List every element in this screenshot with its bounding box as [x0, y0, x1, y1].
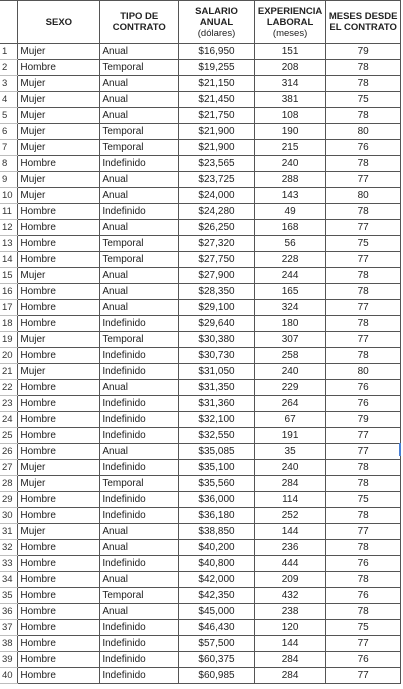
cell-meses[interactable]: 77: [326, 300, 401, 316]
cell-meses[interactable]: 76: [326, 140, 401, 156]
cell-meses[interactable]: 76: [326, 380, 401, 396]
column-header-experiencia-unit: (meses): [272, 27, 308, 39]
table-row: [0, 524, 401, 540]
table-row: [0, 572, 401, 588]
cell-sexo[interactable]: Hombre: [18, 236, 100, 252]
cell-experiencia[interactable]: 444: [254, 556, 325, 572]
cell-meses[interactable]: 78: [326, 348, 401, 364]
table-row: [0, 412, 401, 428]
row-number[interactable]: 22: [0, 380, 18, 396]
column-header-meses-contrato[interactable]: [326, 1, 401, 44]
cell-experiencia[interactable]: 288: [254, 172, 325, 188]
cell-meses[interactable]: 77: [326, 172, 401, 188]
cell-meses[interactable]: 78: [326, 476, 401, 492]
table-row: [0, 348, 401, 364]
row-number[interactable]: 26: [0, 444, 18, 460]
row-number[interactable]: 35: [0, 588, 18, 604]
cell-meses[interactable]: 77: [326, 220, 401, 236]
cell-tipo-contrato[interactable]: Indefinido: [100, 508, 179, 524]
table-row: [0, 604, 401, 620]
row-number[interactable]: 11: [0, 204, 18, 220]
cell-experiencia[interactable]: 208: [254, 60, 325, 76]
cell-sexo[interactable]: Mujer: [18, 268, 100, 284]
row-number[interactable]: 3: [0, 76, 18, 92]
table-row: [0, 380, 401, 396]
row-number[interactable]: 29: [0, 492, 18, 508]
cell-meses[interactable]: 78: [326, 540, 401, 556]
cell-salario[interactable]: $21,450: [179, 92, 255, 108]
cell-meses[interactable]: 76: [326, 588, 401, 604]
row-number[interactable]: 15: [0, 268, 18, 284]
cell-sexo[interactable]: Mujer: [18, 140, 100, 156]
table-row: [0, 428, 401, 444]
cell-tipo-contrato[interactable]: Indefinido: [100, 364, 179, 380]
cell-experiencia[interactable]: 228: [254, 252, 325, 268]
cell-tipo-contrato[interactable]: Indefinido: [100, 396, 179, 412]
cell-sexo[interactable]: Hombre: [18, 252, 100, 268]
cell-salario[interactable]: $27,750: [179, 252, 255, 268]
cell-salario[interactable]: $40,200: [179, 540, 255, 556]
column-header-salario-anual[interactable]: [179, 1, 255, 44]
cell-tipo-contrato[interactable]: Temporal: [100, 588, 179, 604]
row-number[interactable]: 32: [0, 540, 18, 556]
cell-meses[interactable]: 77: [326, 252, 401, 268]
cell-experiencia[interactable]: 264: [254, 396, 325, 412]
cell-salario[interactable]: $32,100: [179, 412, 255, 428]
row-number[interactable]: 10: [0, 188, 18, 204]
table-row: [0, 172, 401, 188]
table-row: [0, 124, 401, 140]
cell-sexo[interactable]: Mujer: [18, 460, 100, 476]
cell-meses[interactable]: 75: [326, 92, 401, 108]
cell-tipo-contrato[interactable]: Indefinido: [100, 428, 179, 444]
cell-tipo-contrato[interactable]: Anual: [100, 220, 179, 236]
cell-salario[interactable]: $31,360: [179, 396, 255, 412]
cell-experiencia[interactable]: 151: [254, 44, 325, 60]
cell-sexo[interactable]: Hombre: [18, 396, 100, 412]
cell-experiencia[interactable]: 191: [254, 428, 325, 444]
cell-salario[interactable]: $36,000: [179, 492, 255, 508]
cell-sexo[interactable]: Hombre: [18, 300, 100, 316]
cell-tipo-contrato[interactable]: Anual: [100, 284, 179, 300]
cell-salario[interactable]: $28,350: [179, 284, 255, 300]
cell-sexo[interactable]: Hombre: [18, 204, 100, 220]
row-number[interactable]: 20: [0, 348, 18, 364]
cell-sexo[interactable]: Hombre: [18, 428, 100, 444]
cell-salario[interactable]: $38,850: [179, 524, 255, 540]
cell-sexo[interactable]: Hombre: [18, 380, 100, 396]
cell-experiencia[interactable]: 168: [254, 220, 325, 236]
table-row: [0, 332, 401, 348]
table-row: [0, 76, 401, 92]
row-number[interactable]: 13: [0, 236, 18, 252]
cell-salario[interactable]: $23,725: [179, 172, 255, 188]
row-number[interactable]: 8: [0, 156, 18, 172]
cell-experiencia[interactable]: 307: [254, 332, 325, 348]
table-row: [0, 396, 401, 412]
cell-experiencia[interactable]: 180: [254, 316, 325, 332]
table-row: [0, 236, 401, 252]
cell-sexo[interactable]: Hombre: [18, 540, 100, 556]
cell-meses[interactable]: 75: [326, 492, 401, 508]
cell-salario[interactable]: $23,565: [179, 156, 255, 172]
table-row: [0, 508, 401, 524]
cell-experiencia[interactable]: 108: [254, 108, 325, 124]
table-row: [0, 252, 401, 268]
cell-tipo-contrato[interactable]: Anual: [100, 92, 179, 108]
cell-experiencia[interactable]: 244: [254, 268, 325, 284]
cell-experiencia[interactable]: 67: [254, 412, 325, 428]
row-number[interactable]: 38: [0, 636, 18, 652]
cell-tipo-contrato[interactable]: Temporal: [100, 124, 179, 140]
cell-tipo-contrato[interactable]: Temporal: [100, 60, 179, 76]
cell-sexo[interactable]: Mujer: [18, 524, 100, 540]
cell-tipo-contrato[interactable]: Anual: [100, 268, 179, 284]
table-row: [0, 300, 401, 316]
cell-sexo[interactable]: Mujer: [18, 124, 100, 140]
cell-meses[interactable]: 78: [326, 268, 401, 284]
table-row: [0, 284, 401, 300]
cell-salario[interactable]: $32,550: [179, 428, 255, 444]
row-number[interactable]: 6: [0, 124, 18, 140]
table-row: [0, 460, 401, 476]
cell-experiencia[interactable]: 284: [254, 668, 325, 684]
cell-sexo[interactable]: Hombre: [18, 668, 100, 684]
table-row: [0, 204, 401, 220]
cell-salario[interactable]: $60,985: [179, 668, 255, 684]
cell-sexo[interactable]: Hombre: [18, 220, 100, 236]
column-header-meses-label: MESES DESDE EL CONTRATO: [328, 11, 398, 33]
cell-meses[interactable]: 77: [326, 332, 401, 348]
cell-salario[interactable]: $40,800: [179, 556, 255, 572]
cell-meses[interactable]: 80: [326, 124, 401, 140]
cell-salario[interactable]: $42,000: [179, 572, 255, 588]
cell-experiencia[interactable]: 120: [254, 620, 325, 636]
row-number[interactable]: 25: [0, 428, 18, 444]
row-number[interactable]: 24: [0, 412, 18, 428]
cell-tipo-contrato[interactable]: Indefinido: [100, 316, 179, 332]
cell-salario[interactable]: $35,560: [179, 476, 255, 492]
table-row: [0, 652, 401, 668]
cell-salario[interactable]: $21,150: [179, 76, 255, 92]
cell-meses[interactable]: 77: [326, 444, 401, 460]
cell-tipo-contrato[interactable]: Indefinido: [100, 348, 179, 364]
cell-sexo[interactable]: Hombre: [18, 604, 100, 620]
cell-sexo[interactable]: Hombre: [18, 620, 100, 636]
table-row: [0, 268, 401, 284]
cell-salario[interactable]: $30,730: [179, 348, 255, 364]
cell-sexo[interactable]: Hombre: [18, 588, 100, 604]
cell-salario[interactable]: $24,000: [179, 188, 255, 204]
cell-meses[interactable]: 76: [326, 556, 401, 572]
row-number[interactable]: 33: [0, 556, 18, 572]
row-number[interactable]: 40: [0, 668, 18, 684]
cell-experiencia[interactable]: 314: [254, 76, 325, 92]
cell-salario[interactable]: $21,750: [179, 108, 255, 124]
cell-tipo-contrato[interactable]: Temporal: [100, 236, 179, 252]
cell-meses[interactable]: 77: [326, 428, 401, 444]
cell-meses[interactable]: 77: [326, 524, 401, 540]
row-number[interactable]: 17: [0, 300, 18, 316]
cell-meses[interactable]: 80: [326, 188, 401, 204]
cell-sexo[interactable]: Hombre: [18, 508, 100, 524]
cell-experiencia[interactable]: 240: [254, 156, 325, 172]
row-number[interactable]: 9: [0, 172, 18, 188]
cell-salario[interactable]: $45,000: [179, 604, 255, 620]
cell-tipo-contrato[interactable]: Anual: [100, 76, 179, 92]
row-number-header[interactable]: [0, 1, 18, 44]
cell-salario[interactable]: $27,900: [179, 268, 255, 284]
cell-experiencia[interactable]: 432: [254, 588, 325, 604]
column-header-sexo-label: SEXO: [45, 16, 73, 28]
cell-experiencia[interactable]: 240: [254, 460, 325, 476]
row-number[interactable]: 14: [0, 252, 18, 268]
cell-sexo[interactable]: Hombre: [18, 556, 100, 572]
cell-experiencia[interactable]: 240: [254, 364, 325, 380]
cell-experiencia[interactable]: 49: [254, 204, 325, 220]
cell-sexo[interactable]: Mujer: [18, 188, 100, 204]
cell-sexo[interactable]: Hombre: [18, 492, 100, 508]
row-number[interactable]: 34: [0, 572, 18, 588]
cell-meses[interactable]: 77: [326, 668, 401, 684]
cell-salario[interactable]: $21,900: [179, 124, 255, 140]
row-number[interactable]: 5: [0, 108, 18, 124]
cell-meses[interactable]: 76: [326, 396, 401, 412]
cell-salario[interactable]: $31,350: [179, 380, 255, 396]
cell-tipo-contrato[interactable]: Temporal: [100, 332, 179, 348]
cell-meses[interactable]: 80: [326, 364, 401, 380]
row-number[interactable]: 2: [0, 60, 18, 76]
cell-sexo[interactable]: Hombre: [18, 156, 100, 172]
table-body: [0, 44, 401, 684]
table-row: [0, 476, 401, 492]
cell-salario[interactable]: $36,180: [179, 508, 255, 524]
cell-tipo-contrato[interactable]: Anual: [100, 572, 179, 588]
cell-tipo-contrato[interactable]: Anual: [100, 44, 179, 60]
cell-sexo[interactable]: Mujer: [18, 76, 100, 92]
cell-meses[interactable]: 78: [326, 460, 401, 476]
cell-meses[interactable]: 77: [326, 636, 401, 652]
table-row: [0, 588, 401, 604]
cell-sexo[interactable]: Hombre: [18, 652, 100, 668]
cell-salario[interactable]: $35,100: [179, 460, 255, 476]
cell-experiencia[interactable]: 114: [254, 492, 325, 508]
cell-experiencia[interactable]: 284: [254, 476, 325, 492]
cell-salario[interactable]: $30,380: [179, 332, 255, 348]
cell-meses[interactable]: 78: [326, 508, 401, 524]
cell-tipo-contrato[interactable]: Anual: [100, 604, 179, 620]
cell-tipo-contrato[interactable]: Temporal: [100, 476, 179, 492]
cell-experiencia[interactable]: 144: [254, 524, 325, 540]
table-row: [0, 492, 401, 508]
cell-meses[interactable]: 78: [326, 316, 401, 332]
row-number[interactable]: 31: [0, 524, 18, 540]
row-number[interactable]: 30: [0, 508, 18, 524]
cell-experiencia[interactable]: 209: [254, 572, 325, 588]
column-header-experiencia-laboral[interactable]: [254, 1, 325, 44]
cell-experiencia[interactable]: 236: [254, 540, 325, 556]
cell-sexo[interactable]: Hombre: [18, 572, 100, 588]
table-row: [0, 444, 401, 460]
table-row: [0, 60, 401, 76]
cell-experiencia[interactable]: 190: [254, 124, 325, 140]
cell-experiencia[interactable]: 143: [254, 188, 325, 204]
cell-tipo-contrato[interactable]: Indefinido: [100, 636, 179, 652]
column-header-sexo[interactable]: [18, 1, 100, 44]
cell-tipo-contrato[interactable]: Temporal: [100, 252, 179, 268]
table-row: [0, 156, 401, 172]
row-number[interactable]: 1: [0, 44, 18, 60]
table-row: [0, 220, 401, 236]
cell-tipo-contrato[interactable]: Anual: [100, 524, 179, 540]
row-number[interactable]: 37: [0, 620, 18, 636]
cell-experiencia[interactable]: 381: [254, 92, 325, 108]
cell-meses[interactable]: 78: [326, 108, 401, 124]
cell-experiencia[interactable]: 229: [254, 380, 325, 396]
cell-tipo-contrato[interactable]: Anual: [100, 188, 179, 204]
cell-salario[interactable]: $29,640: [179, 316, 255, 332]
cell-salario[interactable]: $26,250: [179, 220, 255, 236]
row-number[interactable]: 21: [0, 364, 18, 380]
table-row: [0, 140, 401, 156]
cell-experiencia[interactable]: 258: [254, 348, 325, 364]
table-row: [0, 188, 401, 204]
cell-sexo[interactable]: Hombre: [18, 348, 100, 364]
cell-salario[interactable]: $31,050: [179, 364, 255, 380]
cell-meses[interactable]: 78: [326, 604, 401, 620]
cell-salario[interactable]: $35,085: [179, 444, 255, 460]
cell-meses[interactable]: 78: [326, 284, 401, 300]
cell-tipo-contrato[interactable]: Anual: [100, 108, 179, 124]
cell-experiencia[interactable]: 56: [254, 236, 325, 252]
row-number[interactable]: 12: [0, 220, 18, 236]
cell-salario[interactable]: $46,430: [179, 620, 255, 636]
cell-tipo-contrato[interactable]: Anual: [100, 300, 179, 316]
column-header-tipo-label: TIPO DE CONTRATO: [112, 11, 166, 33]
cell-tipo-contrato[interactable]: Anual: [100, 172, 179, 188]
cell-salario[interactable]: $29,100: [179, 300, 255, 316]
cell-tipo-contrato[interactable]: Indefinido: [100, 156, 179, 172]
table-row: [0, 668, 401, 684]
row-number[interactable]: 28: [0, 476, 18, 492]
cell-experiencia[interactable]: 284: [254, 652, 325, 668]
table-row: [0, 316, 401, 332]
table-row: [0, 540, 401, 556]
row-number[interactable]: 23: [0, 396, 18, 412]
column-header-experiencia-label: EXPERIENCIA LABORAL: [257, 5, 323, 28]
cell-experiencia[interactable]: 144: [254, 636, 325, 652]
row-number[interactable]: 19: [0, 332, 18, 348]
row-number[interactable]: 36: [0, 604, 18, 620]
cell-sexo[interactable]: Mujer: [18, 108, 100, 124]
cell-sexo[interactable]: Mujer: [18, 44, 100, 60]
cell-sexo[interactable]: Hombre: [18, 412, 100, 428]
cell-sexo[interactable]: Hombre: [18, 636, 100, 652]
row-number[interactable]: 39: [0, 652, 18, 668]
column-header-salario-unit: (dólares): [197, 27, 236, 39]
cell-meses[interactable]: 76: [326, 652, 401, 668]
cell-sexo[interactable]: Mujer: [18, 332, 100, 348]
cell-meses[interactable]: 78: [326, 204, 401, 220]
cell-meses[interactable]: 78: [326, 76, 401, 92]
cell-tipo-contrato[interactable]: Anual: [100, 444, 179, 460]
cell-experiencia[interactable]: 252: [254, 508, 325, 524]
cell-salario[interactable]: $60,375: [179, 652, 255, 668]
cell-experiencia[interactable]: 35: [254, 444, 325, 460]
cell-meses[interactable]: 75: [326, 236, 401, 252]
row-number[interactable]: 16: [0, 284, 18, 300]
cell-tipo-contrato[interactable]: Indefinido: [100, 492, 179, 508]
table-row: [0, 636, 401, 652]
header-row: [0, 1, 401, 44]
table-row: [0, 108, 401, 124]
cell-salario[interactable]: $16,950: [179, 44, 255, 60]
cell-meses[interactable]: 75: [326, 620, 401, 636]
cell-meses[interactable]: 78: [326, 60, 401, 76]
cell-experiencia[interactable]: 324: [254, 300, 325, 316]
cell-salario[interactable]: $27,320: [179, 236, 255, 252]
cell-tipo-contrato[interactable]: Anual: [100, 540, 179, 556]
row-number[interactable]: 27: [0, 460, 18, 476]
column-header-tipo-contrato[interactable]: [100, 1, 179, 44]
cell-salario[interactable]: $24,280: [179, 204, 255, 220]
row-number[interactable]: 18: [0, 316, 18, 332]
cell-tipo-contrato[interactable]: Indefinido: [100, 652, 179, 668]
table-row: [0, 620, 401, 636]
cell-tipo-contrato[interactable]: Indefinido: [100, 204, 179, 220]
cell-salario[interactable]: $21,900: [179, 140, 255, 156]
cell-cursor-marker: [399, 443, 401, 456]
table-row: [0, 556, 401, 572]
cell-sexo[interactable]: Hombre: [18, 444, 100, 460]
cell-tipo-contrato[interactable]: Indefinido: [100, 620, 179, 636]
cell-experiencia[interactable]: 215: [254, 140, 325, 156]
cell-meses[interactable]: 79: [326, 44, 401, 60]
cell-sexo[interactable]: Hombre: [18, 316, 100, 332]
cell-salario[interactable]: $57,500: [179, 636, 255, 652]
cell-sexo[interactable]: Mujer: [18, 172, 100, 188]
row-number[interactable]: 7: [0, 140, 18, 156]
cell-meses[interactable]: 79: [326, 412, 401, 428]
cell-salario[interactable]: $42,350: [179, 588, 255, 604]
cell-tipo-contrato[interactable]: Anual: [100, 380, 179, 396]
column-header-salario-label: SALARIO ANUAL: [195, 5, 238, 28]
cell-sexo[interactable]: Mujer: [18, 92, 100, 108]
cell-sexo[interactable]: Hombre: [18, 284, 100, 300]
cell-tipo-contrato[interactable]: Indefinido: [100, 668, 179, 684]
cell-salario[interactable]: $19,255: [179, 60, 255, 76]
table-row: [0, 364, 401, 380]
cell-tipo-contrato[interactable]: Indefinido: [100, 460, 179, 476]
cell-meses[interactable]: 78: [326, 572, 401, 588]
cell-tipo-contrato[interactable]: Indefinido: [100, 412, 179, 428]
cell-sexo[interactable]: Hombre: [18, 60, 100, 76]
cell-experiencia[interactable]: 238: [254, 604, 325, 620]
cell-sexo[interactable]: Mujer: [18, 364, 100, 380]
table-row: [0, 92, 401, 108]
table-row: [0, 44, 401, 60]
cell-sexo[interactable]: Mujer: [18, 476, 100, 492]
cell-experiencia[interactable]: 165: [254, 284, 325, 300]
row-number[interactable]: 4: [0, 92, 18, 108]
cell-tipo-contrato[interactable]: Temporal: [100, 140, 179, 156]
cell-tipo-contrato[interactable]: Indefinido: [100, 556, 179, 572]
cell-meses[interactable]: 78: [326, 156, 401, 172]
